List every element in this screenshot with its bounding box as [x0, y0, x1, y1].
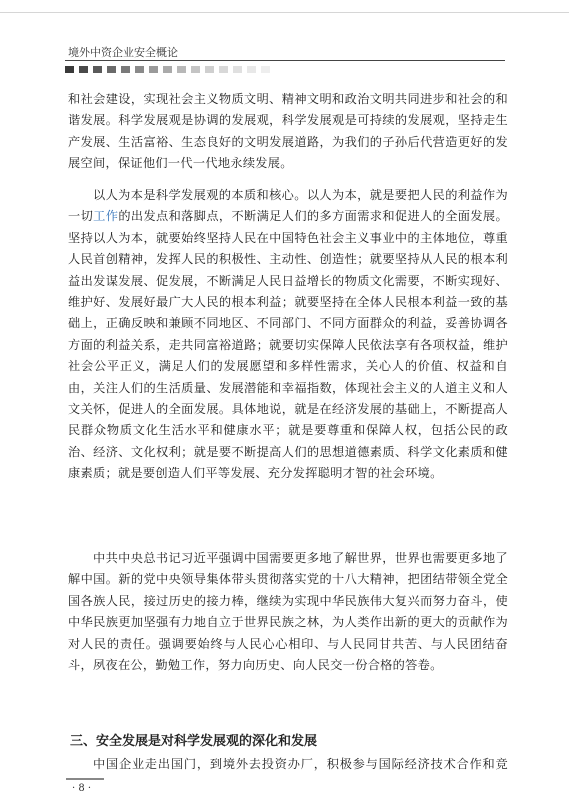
page-number: · 8 · [72, 783, 92, 794]
header-block-12 [219, 66, 228, 73]
header-block-11 [205, 66, 214, 73]
header-block-8 [163, 66, 172, 73]
paragraph-1: 和社会建设，实现社会主义物质文明、精神文明和政治文明共同进步和社会的和谐发展。科学发展观是协调的发展观，科学发展观是可持续的发展观，坚持走生产发展、生活富裕、生态良好的文明发展道路，为我们的子孙后代营造更好的发展空间，保证他们一代一代地永续发展。 [68, 92, 508, 171]
header-block-1 [65, 66, 74, 73]
section-heading: 三、安全发展是对科学发展观的深化和发展 [70, 734, 318, 749]
header-block-5 [121, 66, 130, 73]
header-block-6 [135, 66, 144, 73]
header-block-15 [261, 66, 270, 73]
paragraph-2-text-b: 的出发点和落脚点，不断满足人们的多方面需求和促进人的全面发展。坚持以人为本，就要始终坚持人民在中国特色社会主义事业中的主体地位，尊重人民首创精神，发挥人民的积极性、主动性、创造性；就要坚持从人民的根本利益出发谋发展、促发展，不断满足人民日益增长的物质文化需要，不断实现好、维护好、发展好最广大人民的根本利益；就要坚持在全体人民根本利益一致的基础上，正确反映和兼顾不同地区、不同部门、不同方面群众的利益，妥善协调各方面的利益关系，走共同富裕道路；就要切实保障人民依法享有各项权益，维护社会公平正义，满足人们的发展愿望和多样性需求，关心人的价值、权益和自由，关注人们的生活质量、发展潜能和幸福指数，体现社会主义的人道主义和人文关怀，促进人的全面发展。具体地说，就是在经济发展的基础上，不断提高人民群众物质文化生活水平和健康水平；就是要尊重和保障人权，包括公民的政治、经济、文化权利；就是要不断提高人们的思想道德素质、科学文化素质和健康素质；就是要创造人们平等发展、充分发挥聪明才智的社会环境。 [68, 209, 508, 481]
header-block-13 [233, 66, 242, 73]
running-header-title: 境外中资企业安全概论 [68, 46, 178, 59]
paragraph-3: 中共中央总书记习近平强调中国需要更多地了解世界，世界也需要更多地了解中国。新的党中央领导集体带头贯彻落实党的十八大精神，把团结带领全党全国各族人民，接过历史的接力棒，继续为实现中华民族伟大复兴而努力奋斗，使中华民族更加坚强有力地自立于世界民族之林，为人类作出新的更大的贡献作为对人民的责任。强调要始终与人民心心相印、与人民同甘共苦、与人民团结奋斗，夙夜在公，勤勉工作，努力向历史、向人民交一份合格的答卷。 [68, 551, 508, 673]
header-block-7 [149, 66, 158, 73]
paragraph-4: 中国企业走出国门，到境外去投资办厂，积极参与国际经济技术合作和竞 [93, 757, 508, 771]
header-block-9 [177, 66, 186, 73]
paragraph-2 [68, 185, 508, 485]
header-block-10 [191, 66, 200, 73]
footer-rule [66, 778, 104, 780]
paragraph-2-link[interactable]: 工作 [93, 209, 119, 224]
header-block-14 [247, 66, 256, 73]
header-block-4 [107, 66, 116, 73]
paragraph-2-text-a: 以人为本是科学发展观的本质和核心。以人为本，就是要把人民的利益作为一切 [68, 188, 508, 224]
header-block-2 [79, 66, 88, 73]
header-block-3 [93, 66, 102, 73]
page-top-border [0, 12, 569, 13]
header-gradient-blocks [65, 66, 270, 73]
header-rule [65, 60, 505, 61]
